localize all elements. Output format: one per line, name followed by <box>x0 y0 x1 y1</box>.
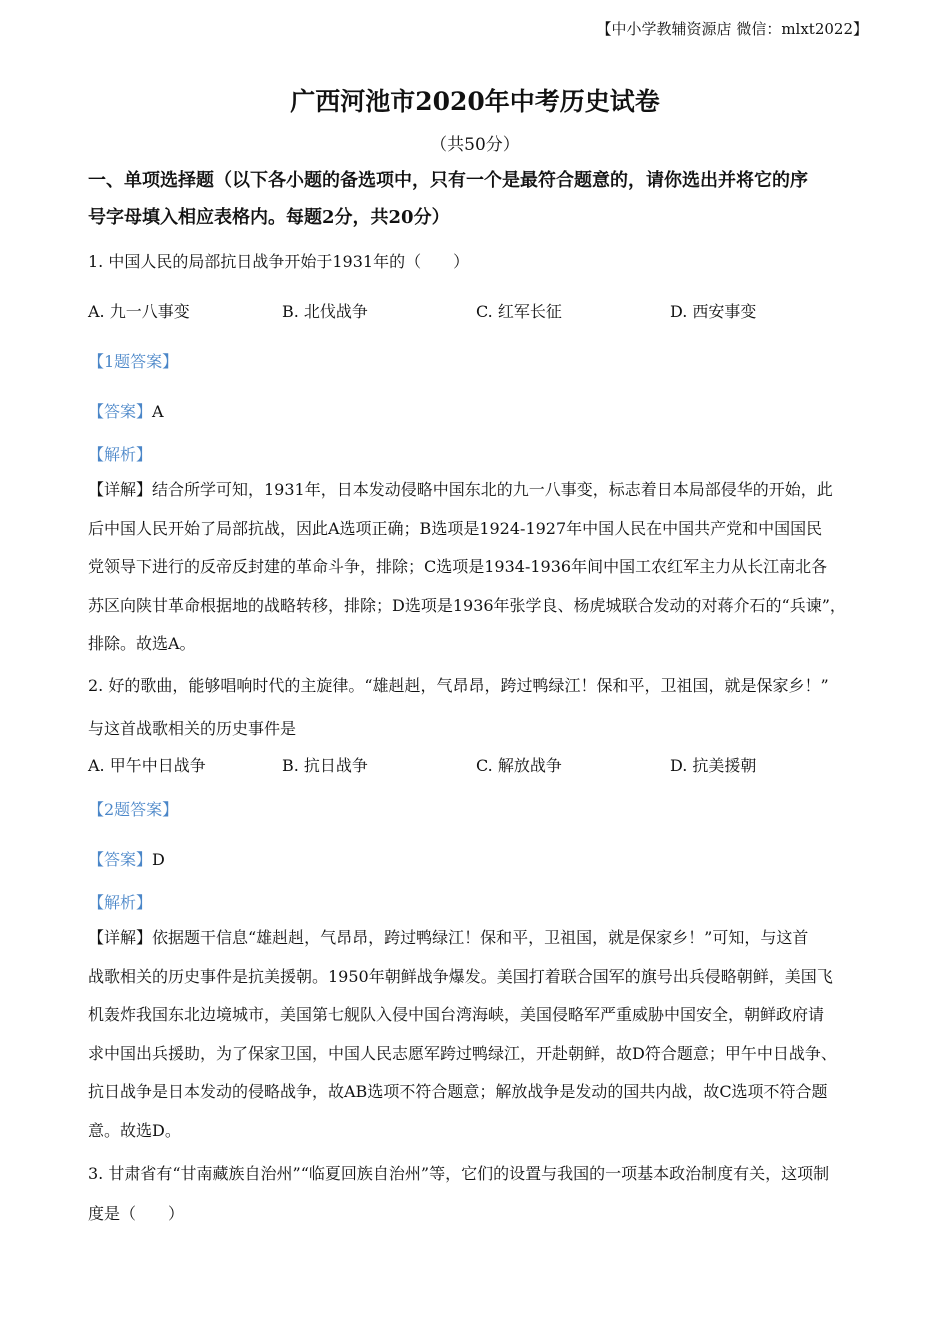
question-3-stem-line-1: 3. 甘肃省有“甘南藏族自治州”“临夏回族自治州”等，它们的设置与我国的一项基本政治制度有关，这项制 <box>88 1164 830 1183</box>
question-1-stem: 1. 中国人民的局部抗日战争开始于1931年的（ ） <box>88 252 470 271</box>
question-1-answer <box>88 399 164 422</box>
question-2-option-c: C. 解放战争 <box>476 756 562 775</box>
answer-value: D <box>152 850 165 869</box>
question-2-stem-line-2: 与这首战歌相关的历史事件是 <box>88 719 297 738</box>
detail-line: 抗日战争是日本发动的侵略战争，故AB选项不符合题意；解放战争是发动的国共内战，故C选项不符合题 <box>88 1082 828 1102</box>
question-2-option-b: B. 抗日战争 <box>282 756 368 775</box>
question-2-answer-header: 【2题答案】 <box>88 800 179 819</box>
page-title: 广西河池市2020年中考历史试卷 <box>290 87 660 116</box>
question-2-analysis-label: 【解析】 <box>88 893 153 912</box>
detail-line: 后中国人民开始了局部抗战，因此A选项正确；B选项是1924-1927年中国人民在中国共产党和中国国民 <box>88 518 823 538</box>
page-subtitle: （共50分） <box>430 135 520 155</box>
detail-line: 战歌相关的历史事件是抗美援朝。1950年朝鲜战争爆发。美国打着联合国军的旗号出兵侵略朝鲜，美国飞 <box>88 966 833 986</box>
detail-line: 党领导下进行的反帝反封建的革命斗争，排除；C选项是1934-1936年间中国工农红军主力从长江南北各 <box>88 557 828 577</box>
question-1-detail <box>88 471 864 664</box>
question-2-detail <box>88 919 864 1151</box>
question-1-answer-header: 【1题答案】 <box>88 352 179 371</box>
detail-line: 意。故选D。 <box>88 1120 181 1140</box>
answer-label: 【答案】 <box>88 850 153 869</box>
answer-label: 【答案】 <box>88 402 153 421</box>
question-1-option-b: B. 北伐战争 <box>282 302 368 321</box>
question-1-option-c: C. 红军长征 <box>476 302 562 321</box>
section-heading <box>88 162 868 236</box>
detail-line: 求中国出兵援助，为了保家卫国，中国人民志愿军跨过鸭绿江，开赴朝鲜，故D符合题意；甲午中日战争、 <box>88 1043 837 1063</box>
detail-line: 排除。故选A。 <box>88 634 196 654</box>
header-note: 【中小学教辅资源店 微信：mlxt2022】 <box>596 20 868 38</box>
question-2-answer <box>88 847 165 870</box>
question-2-stem-line-1: 2. 好的歌曲，能够唱响时代的主旋律。“雄赳赳，气昂昂，跨过鸭绿江！保和平，卫祖国，就是保家乡！” <box>88 676 829 695</box>
question-2-option-d: D. 抗美援朝 <box>670 756 757 775</box>
detail-line: 【详解】结合所学可知，1931年，日本发动侵略中国东北的九一八事变，标志着日本局部侵华的开始，此 <box>88 480 833 499</box>
answer-value: A <box>152 402 164 421</box>
question-1-option-d: D. 西安事变 <box>670 302 757 321</box>
section-heading-line: 号字母填入相应表格内。每题2分，共20分） <box>88 207 450 228</box>
detail-line: 【详解】依据题干信息“雄赳赳，气昂昂，跨过鸭绿江！保和平，卫祖国，就是保家乡！”可知，与这首 <box>88 928 809 947</box>
detail-line: 苏区向陕甘革命根据地的战略转移，排除；D选项是1936年张学良、杨虎城联合发动的对蒋介石的“兵谏”， <box>88 595 846 615</box>
detail-line: 机轰炸我国东北边境城市，美国第七舰队入侵中国台湾海峡，美国侵略军严重威胁中国安全，朝鲜政府请 <box>88 1005 825 1025</box>
question-2-option-a: A. 甲午中日战争 <box>88 756 206 775</box>
section-heading-line: 一、单项选择题（以下各小题的备选项中，只有一个是最符合题意的，请你选出并将它的序 <box>88 170 808 191</box>
question-3-stem-line-2: 度是（ ） <box>88 1204 185 1223</box>
question-1-analysis-label: 【解析】 <box>88 445 153 464</box>
question-1-option-a: A. 九一八事变 <box>88 302 190 321</box>
